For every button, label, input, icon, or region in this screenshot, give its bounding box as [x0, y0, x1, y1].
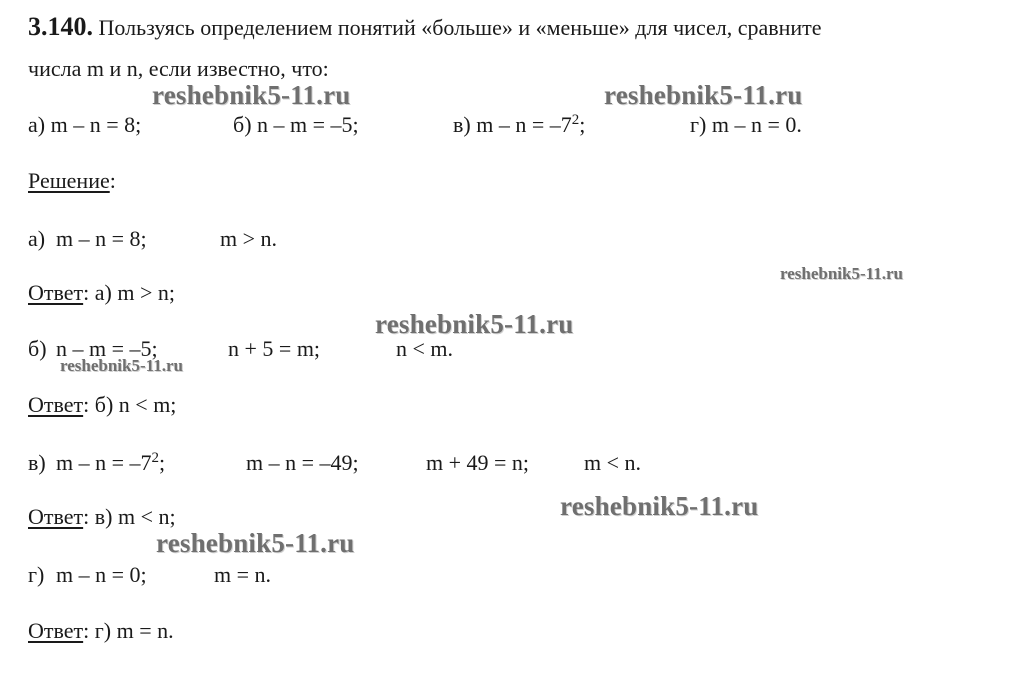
answer-b: Ответ: б) n < m; [28, 392, 177, 417]
step-label: а) [28, 226, 46, 251]
given-item-label: а) [28, 112, 46, 137]
step-part: n – m = –5; [56, 336, 158, 361]
problem-statement-line-1 [28, 14, 822, 41]
given-item-a [28, 112, 141, 138]
solution-step-c [28, 450, 928, 478]
given-item-b [233, 112, 359, 138]
given-item-c [453, 112, 585, 138]
given-item-d [690, 112, 802, 138]
step-part: m – n = 8; [56, 226, 147, 251]
watermark: reshebnik5-11.ru [780, 264, 903, 283]
answer-a: Ответ: а) m > n; [28, 280, 175, 305]
given-item-text: m – n = 0. [711, 112, 802, 137]
given-item-text: m – n = 8; [50, 112, 142, 137]
problem-statement-line-2 [28, 56, 329, 82]
watermark: reshebnik5-11.ru [560, 491, 759, 521]
given-item-text: m – n = –7 [476, 112, 572, 137]
answer-word: Ответ [28, 392, 84, 417]
step-part: m – n = 0; [56, 562, 147, 587]
answer-text: в) m < n; [94, 504, 176, 529]
step-part-power [56, 450, 165, 476]
step-part: m – n = –7 [56, 450, 152, 475]
step-part: m < n. [584, 450, 642, 475]
given-item-label: в) [453, 112, 471, 137]
answer-c: Ответ: в) m < n; [28, 504, 176, 529]
given-item-label: б) [233, 112, 252, 137]
given-items [28, 112, 1018, 140]
step-part: n + 5 = m; [228, 336, 321, 361]
answer-text: б) n < m; [94, 392, 177, 417]
answer-word: Ответ [28, 618, 84, 643]
watermark: reshebnik5-11.ru [152, 80, 351, 110]
step-part: m > n. [220, 226, 278, 251]
watermark: reshebnik5-11.ru [156, 528, 355, 558]
exponent: 2 [151, 450, 160, 466]
answer-d: Ответ: г) m = n. [28, 618, 174, 643]
step-label: в) [28, 450, 46, 475]
solution-step-a [28, 226, 928, 254]
step-label: б) [28, 336, 47, 361]
step-part: m + 49 = n; [426, 450, 530, 475]
given-item-label: г) [690, 112, 707, 137]
step-part-tail: ; [159, 450, 166, 475]
answer-word: Ответ [28, 504, 84, 529]
exponent: 2 [571, 112, 580, 128]
given-item-tail: ; [579, 112, 586, 137]
solution-heading-text: Решение [28, 168, 110, 193]
watermark: reshebnik5-11.ru [604, 80, 803, 110]
solution-heading-colon: : [109, 168, 116, 193]
step-part: m – n = –49; [246, 450, 359, 475]
watermark: reshebnik5-11.ru [60, 356, 183, 375]
problem-statement-text-2: числа m и n, если известно, что: [28, 56, 329, 81]
step-label: г) [28, 562, 45, 587]
solution-step-d [28, 562, 928, 590]
problem-number: 3.140. [28, 12, 93, 41]
problem-statement-text: Пользуясь определением понятий «больше» и «меньше» для чисел, сравните [98, 15, 822, 40]
watermark: reshebnik5-11.ru [375, 309, 574, 339]
answer-word: Ответ [28, 280, 84, 305]
solution-heading [28, 168, 116, 194]
given-item-text: n – m = –5; [257, 112, 359, 137]
answer-text: а) m > n; [94, 280, 175, 305]
step-part: n < m. [396, 336, 454, 361]
answer-text: г) m = n. [94, 618, 174, 643]
step-part: m = n. [214, 562, 272, 587]
